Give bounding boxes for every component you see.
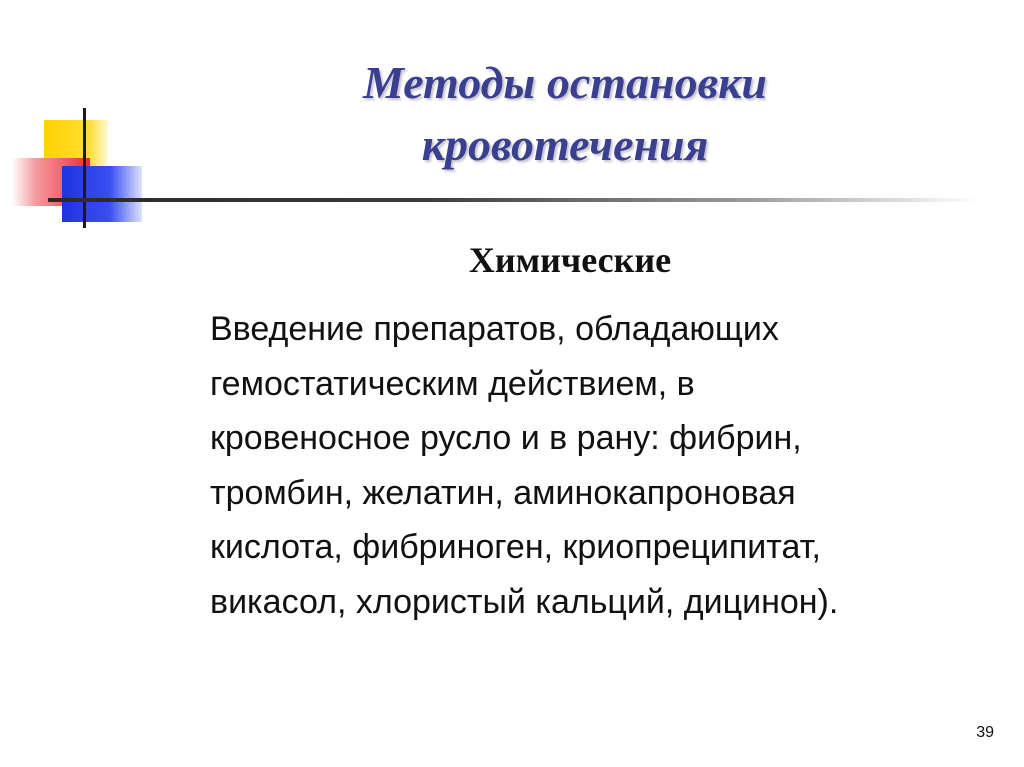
blue-square-decoration (62, 166, 142, 222)
body-text (210, 302, 1010, 629)
section-heading: Химические (468, 240, 672, 280)
page-number: 39 (976, 724, 994, 741)
horizontal-rule (48, 198, 978, 202)
body-line: кровеносное русло и в рану: фибрин, (210, 419, 802, 457)
vertical-rule (83, 108, 86, 228)
slide-title-line: Методы остановки (362, 57, 768, 108)
body-line: гемостатическим действием, в (210, 364, 695, 403)
body-line: Введение препаратов, обладающих (210, 310, 779, 348)
body-line: викасол, хлористый кальций, дицинон). (210, 582, 839, 621)
body-line: кислота, фибриноген, криопреципитат, (210, 528, 821, 566)
slide-title (240, 52, 890, 176)
body-line: тромбин, желатин, аминокапроновая (210, 473, 796, 512)
slide-title-line: кровотечения (421, 119, 709, 170)
